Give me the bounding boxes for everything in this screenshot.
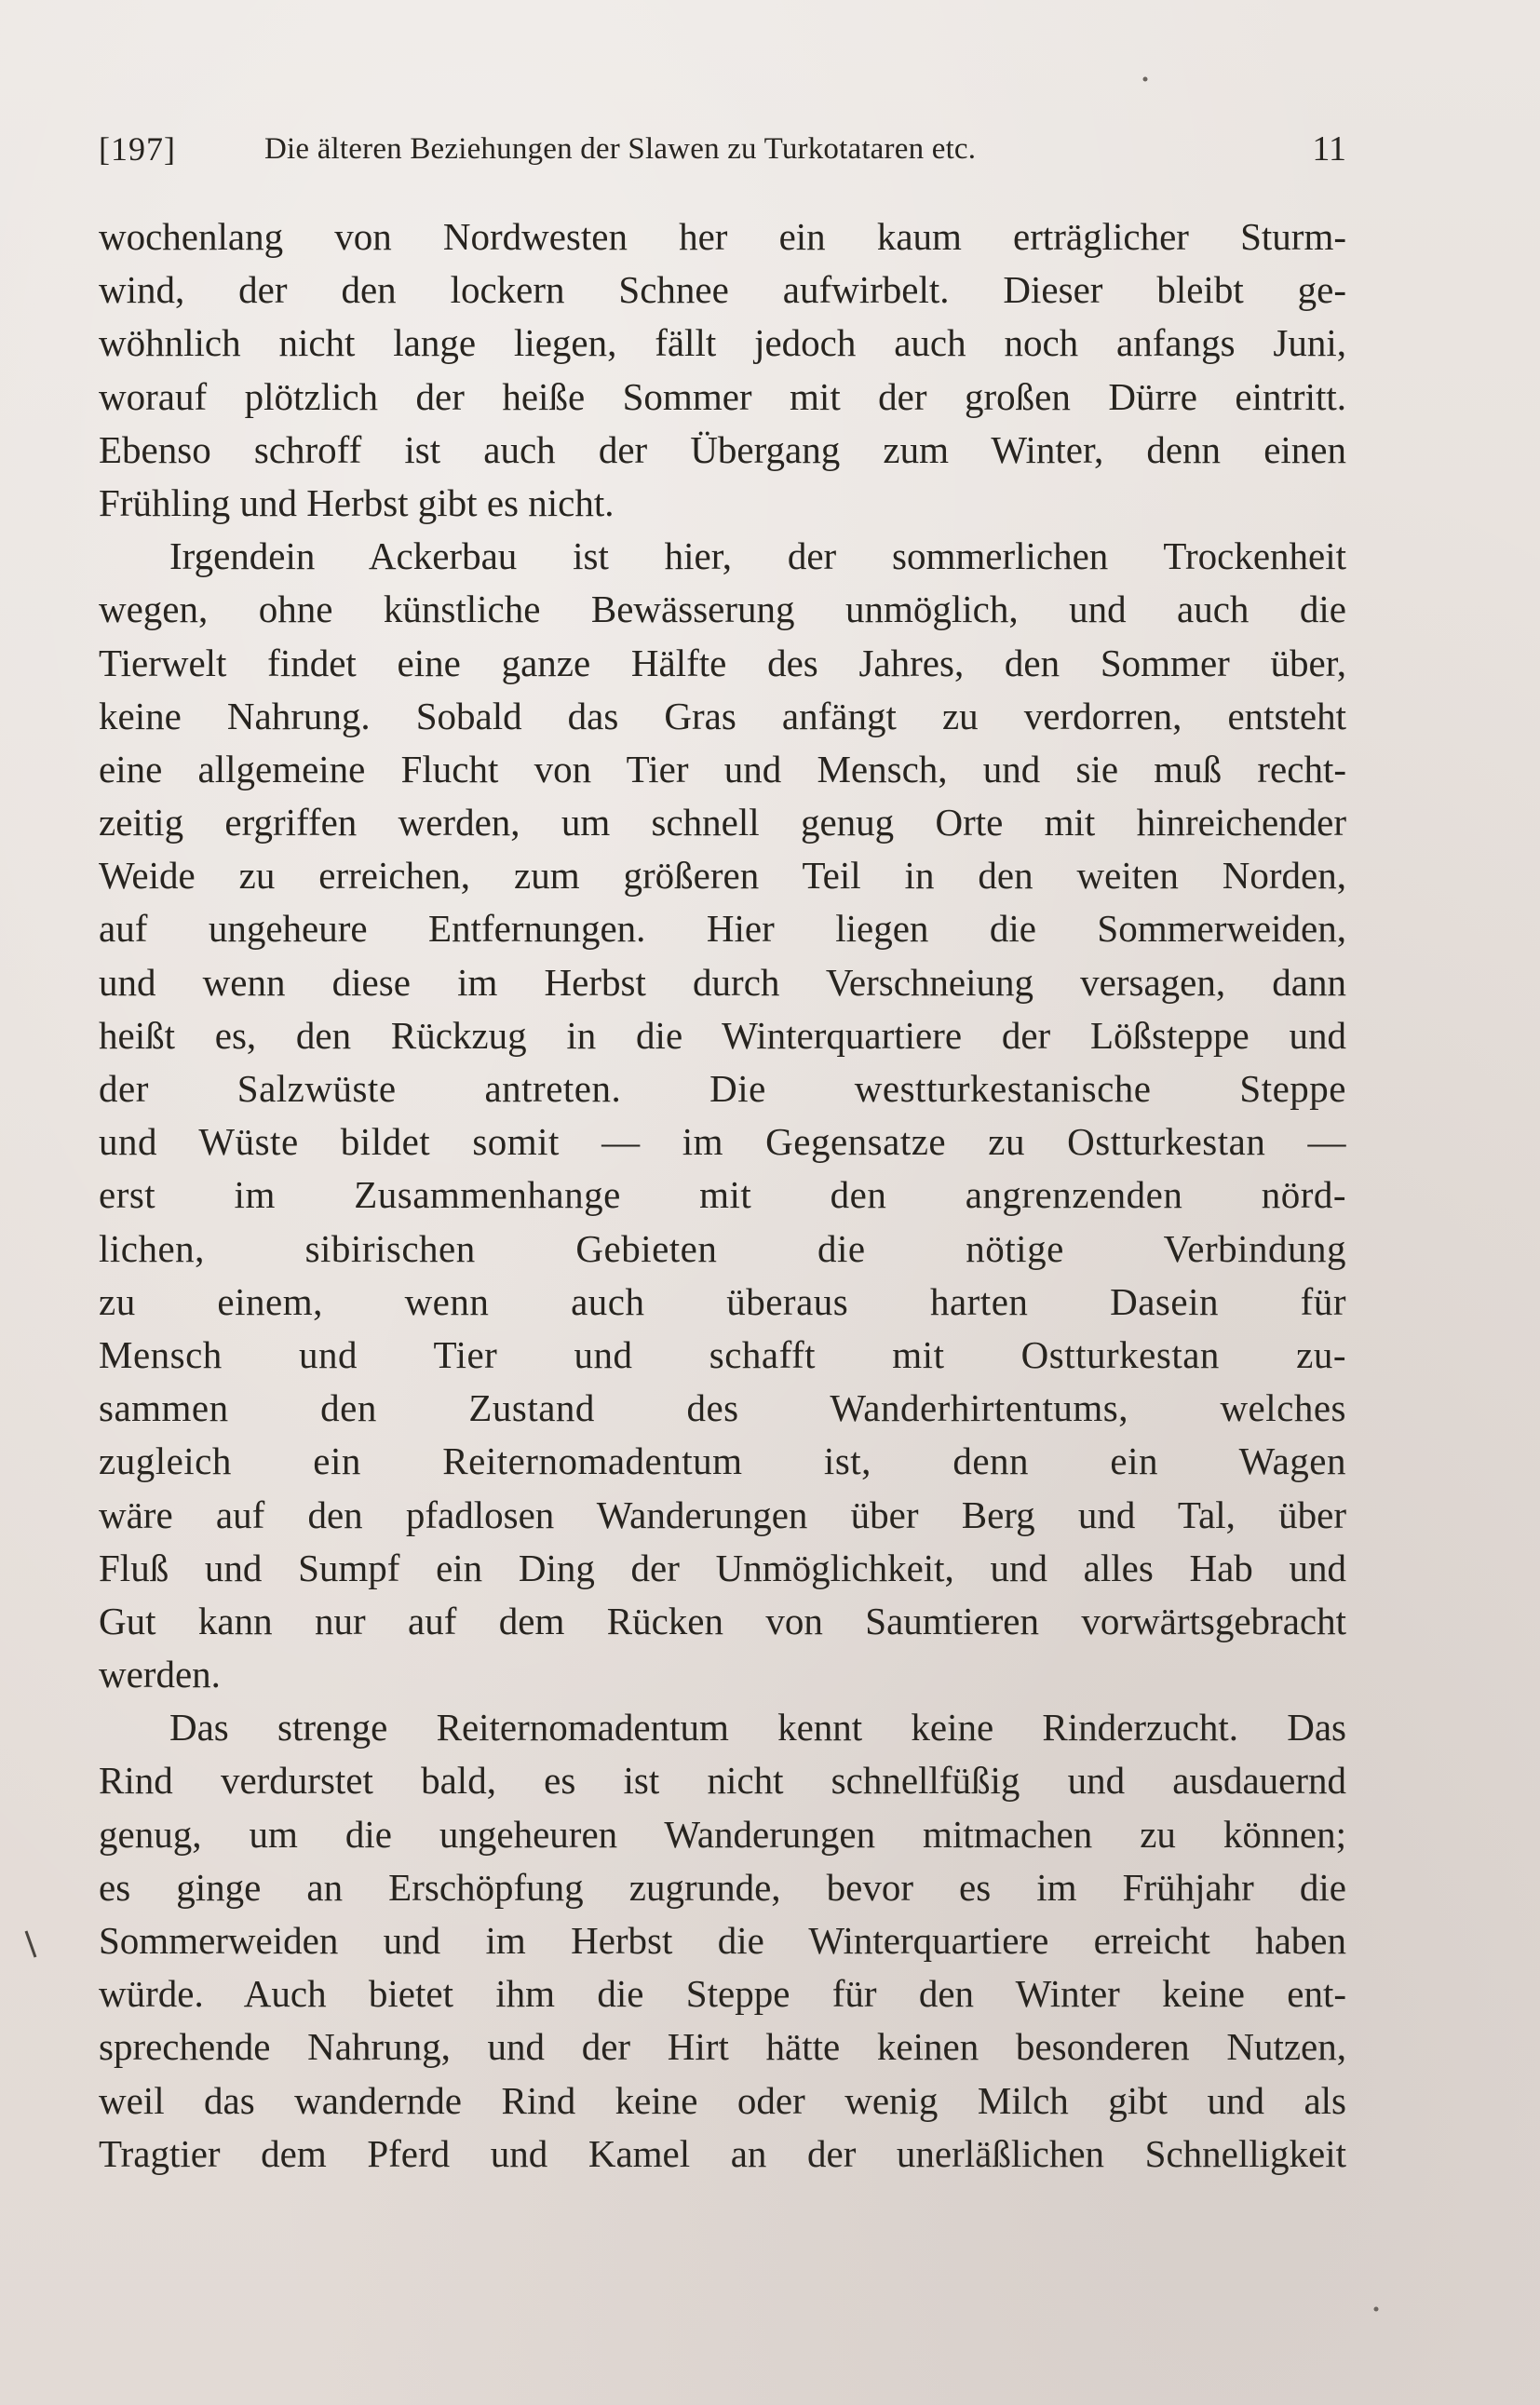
text-line: und Wüste bildet somit — im Gegensatze zu Ostturkestan — [99, 1120, 1346, 1164]
text-line: lichen, sibirischen Gebieten die nötige Verbindung [99, 1226, 1346, 1270]
text-line: weil das wandernde Rind keine oder wenig Milch gibt und als [99, 2078, 1346, 2122]
text-line: wochenlang von Nordwesten her ein kaum erträglicher Sturm- [99, 215, 1346, 258]
text-line: und wenn diese im Herbst durch Verschneiung versagen, dann [99, 960, 1346, 1004]
page-reference: [197] [99, 130, 176, 168]
text-line: wöhnlich nicht lange liegen, fällt jedoch auch noch anfangs Juni, [99, 321, 1346, 365]
text-line: zu einem, wenn auch überaus harten Dasein für [99, 1279, 1346, 1323]
text-line: sammen den Zustand des Wanderhirtentums, welches [99, 1386, 1346, 1430]
text-line: keine Nahrung. Sobald das Gras anfängt zu verdorren, entsteht [99, 694, 1346, 737]
text-line: heißt es, den Rückzug in die Winterquartiere der Lößsteppe und [99, 1013, 1346, 1057]
page-header [99, 121, 1346, 177]
text-line: wegen, ohne künstliche Bewässerung unmöglich, und auch die [99, 588, 1346, 631]
text-line: genug, um die ungeheuren Wanderungen mitmachen zu können; [99, 1812, 1346, 1856]
text-line: sprechende Nahrung, und der Hirt hätte keinen besonderen Nutzen, [99, 2025, 1346, 2069]
text-line: Tragtier dem Pferd und Kamel an der unerläßlichen Schnelligkeit [99, 2131, 1346, 2175]
text-line: Mensch und Tier und schafft mit Ostturkestan zu- [99, 1332, 1346, 1376]
text-line: es ginge an Erschöpfung zugrunde, bevor es im Frühjahr die [99, 1865, 1346, 1909]
text-line: eine allgemeine Flucht von Tier und Mensch, und sie muß recht- [99, 747, 1346, 790]
text-line: Sommerweiden und im Herbst die Winterquartiere erreicht haben [99, 1919, 1346, 1962]
text-line: wäre auf den pfadlosen Wanderungen über Berg und Tal, über [99, 1493, 1346, 1536]
text-line: werden. [99, 1653, 221, 1696]
text-line: auf ungeheure Entfernungen. Hier liegen die Sommerweiden, [99, 907, 1346, 951]
text-line: worauf plötzlich der heiße Sommer mit der großen Dürre eintritt. [99, 374, 1346, 418]
text-line: zeitig ergriffen werden, um schnell genug Orte mit hinreichender [99, 801, 1346, 844]
running-title: Die älteren Beziehungen der Slawen zu Turkotataren etc. [264, 132, 977, 166]
page-number: 11 [1312, 129, 1346, 169]
text-line: Frühling und Herbst gibt es nicht. [99, 480, 615, 524]
text-line: Fluß und Sumpf ein Ding der Unmöglichkeit, und alles Hab und [99, 1546, 1346, 1589]
text-line: Tierwelt findet eine ganze Hälfte des Jahres, den Sommer über, [99, 641, 1346, 684]
paragraph-start-line: Das strenge Reiternomadentum kennt keine Rinderzucht. Das [169, 1706, 1346, 1750]
paper-speck [1141, 74, 1150, 84]
text-line: Ebenso schroff ist auch der Übergang zum Winter, denn einen [99, 427, 1346, 471]
body-text [99, 210, 1346, 2181]
text-line: Rind verdurstet bald, es ist nicht schnellfüßig und ausdauernd [99, 1759, 1346, 1803]
text-line: erst im Zusammenhange mit den angrenzenden nörd- [99, 1173, 1346, 1217]
paper-speck [1371, 2304, 1381, 2314]
text-line: Weide zu erreichen, zum größeren Teil in den weiten Norden, [99, 854, 1346, 898]
text-line: zugleich ein Reiternomadentum ist, denn ein Wagen [99, 1439, 1346, 1483]
text-line: der Salzwüste antreten. Die westturkestanische Steppe [99, 1067, 1346, 1110]
text-line: Gut kann nur auf dem Rücken von Saumtieren vorwärtsgebracht [99, 1599, 1346, 1642]
paragraph-start-line: Irgendein Ackerbau ist hier, der sommerlichen Trockenheit [169, 534, 1346, 578]
margin-mark [22, 1927, 41, 1965]
text-line: wind, der den lockern Schnee aufwirbelt. Dieser bleibt ge- [99, 268, 1346, 312]
text-line: würde. Auch bietet ihm die Steppe für den Winter keine ent- [99, 1972, 1346, 2016]
